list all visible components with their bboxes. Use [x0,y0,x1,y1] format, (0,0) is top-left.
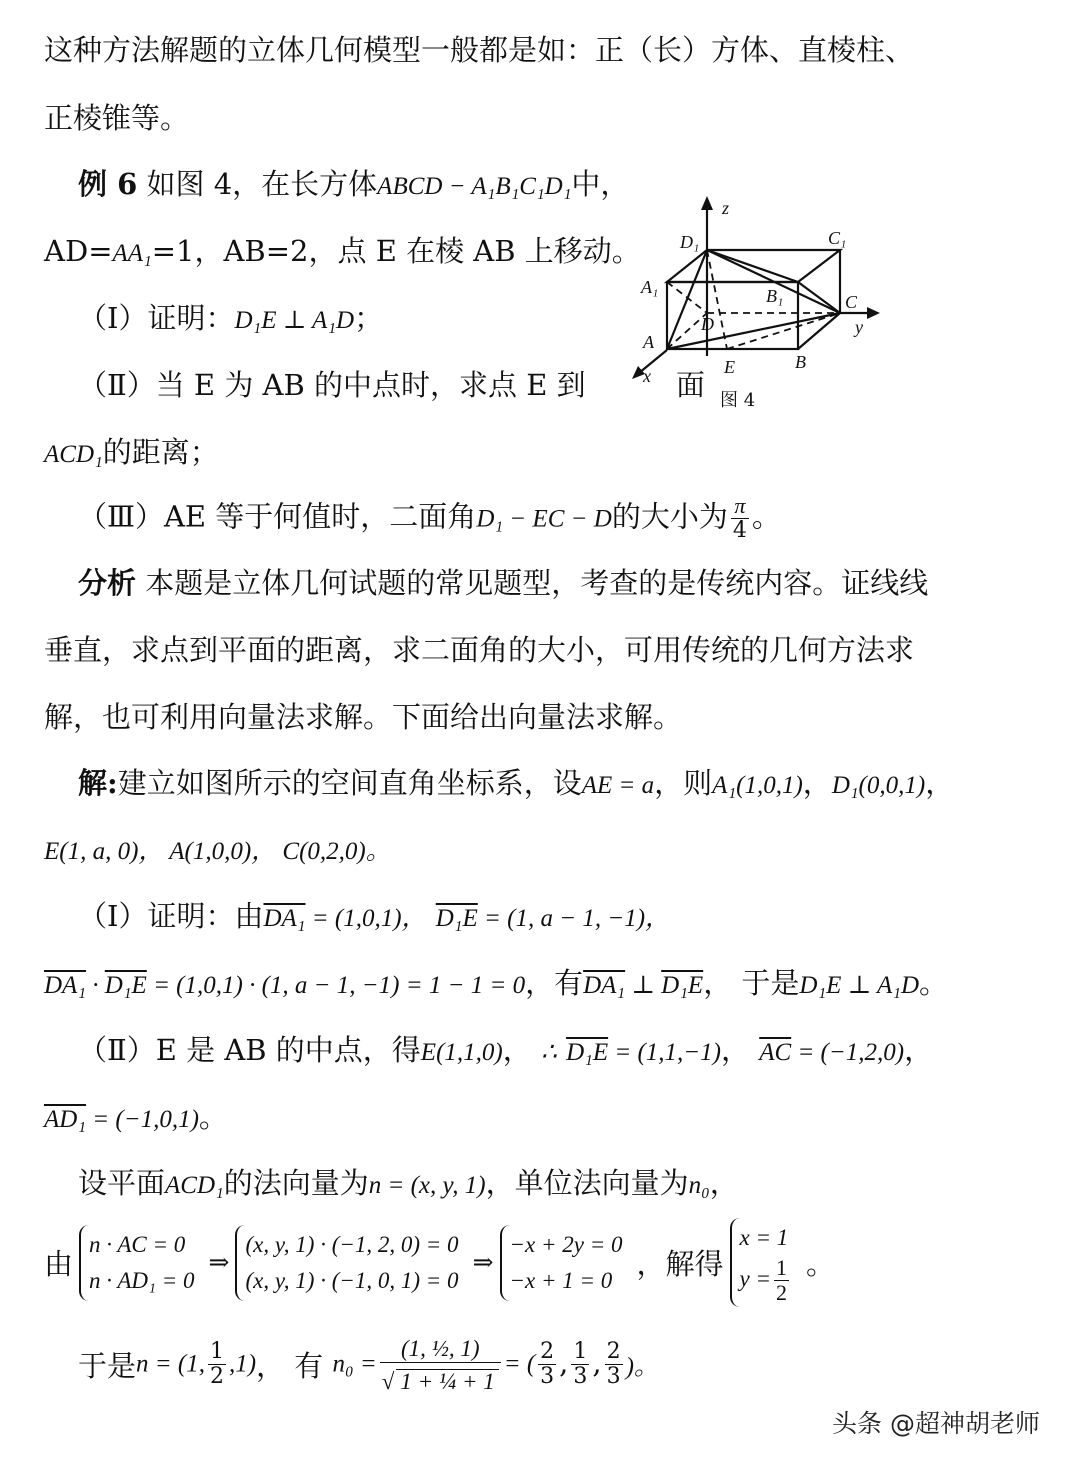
question-2 [78,365,706,405]
fraction-numerator: 2 [540,1339,555,1364]
text: ，有 [525,966,584,1000]
fraction-denominator: √ 1 + ¼ + 1 [380,1363,501,1394]
unit-normal-fraction [380,1335,501,1394]
fraction-denominator: 3 [573,1364,588,1389]
fraction [605,1340,623,1389]
math-expr: ABCD − A₁B₁C₁D₁ [377,173,572,200]
label-A1: A₁ [641,277,659,297]
implies-arrow: ⇒ [208,1249,230,1277]
fraction [538,1340,556,1389]
equation-system-1 [79,1225,203,1301]
edge-AC [667,313,840,349]
equation-system-2 [235,1225,466,1301]
eq-row: n · AC = 0 [89,1231,186,1257]
perp-operator: ⊥ [625,972,662,999]
math-expr: D₁E ⊥ A₁D [799,972,919,999]
solution-system [730,1218,800,1307]
solution-text: 建立如图所示的空间直角坐标系，设 [117,766,582,800]
analysis-label: 分析 [78,566,137,600]
analysis-line-3: 解，也可利用向量法求解。下面给出向量法求解。 [44,700,683,734]
vector-DA1: DA₁ [583,972,626,999]
math-expr: = (1,0,1) · (1, a − 1, −1) = 1 − 1 = 0 [146,972,526,999]
comma: ， [904,1033,934,1067]
vector-AD1: AD₁ [44,1106,87,1133]
proof-label: （Ⅱ）E 是 AB 的中点，得 [78,1033,421,1067]
vector-D1E: D₁E [661,972,704,999]
example-conditions [44,231,641,274]
implies-arrow: ⇒ [472,1249,494,1277]
eq-row: −x + 2y = 0 [509,1231,623,1257]
solution-label: 解: [78,766,118,800]
eq-row: (x, y, 1) · (−1, 2, 0) = 0 [245,1231,459,1257]
math-expr: = ( [503,1350,536,1378]
vector-D1E: D₁E [566,1039,609,1066]
label-D: D [701,314,714,334]
fraction-numerator: 1 [209,1339,224,1364]
math-expr: n₀ = [332,1350,377,1378]
label-z: z [722,198,730,218]
fraction-numerator: (1, ½, 1) [380,1335,501,1363]
fraction-numerator: 1 [573,1339,588,1364]
vector-DA1: DA₁ [44,972,87,999]
hidden-edge-D1E [707,250,727,349]
example-text: 如图 4，在长方体 [137,167,378,201]
math-expr: n = (x, y, 1) [368,1172,486,1199]
fraction [571,1340,589,1389]
math-expr: = (−1,2,0) [791,1039,905,1066]
math-expr: A₁(1,0,1) [712,772,803,799]
y-arrow-icon [867,307,880,319]
hidden-edge-A1D [667,282,707,313]
fraction-denominator: 2 [776,1280,787,1305]
dot-operator: · [86,972,105,999]
fraction-denominator: 3 [606,1364,621,1389]
text: ， 有 [256,1349,324,1383]
proof-label: （Ⅰ）证明：由 [78,899,264,933]
text: 。 [198,1100,228,1134]
text: ，单位法向量为 [485,1166,689,1200]
text: 设平面 [78,1166,166,1200]
math-expr: n = (1, [136,1350,205,1378]
fraction [774,1256,789,1305]
fraction-numerator: 1 [776,1255,787,1280]
comma: ， [502,1033,532,1067]
question-2-cont [44,432,219,475]
math-expr: D₁(0,0,1) [831,772,926,799]
solution-text: ，则 [654,766,713,800]
math-expr: ACD₁ [165,1172,224,1199]
proof-2-line-2 [44,1097,228,1140]
analysis-text: 本题是立体几何试题的常见题型，考查的是传统内容。证线线 [136,566,929,600]
math-expr: = (1, a − 1, −1)， [477,905,671,932]
q3-end: 的大小为 [611,499,728,534]
fraction-denominator: 3 [540,1364,555,1389]
label-A: A [643,332,654,352]
sqrt-radicand: 1 + ¼ + 1 [396,1369,498,1393]
figure-caption: 图 4 [720,390,756,411]
math-expr: ACD₁ [44,441,103,468]
q2b-text: 的距离； [102,435,219,469]
eq-row: x = 1 [739,1225,789,1250]
proof-3-line [78,1163,739,1206]
q1-end: ； [354,301,384,335]
vector-DA1: DA₁ [263,905,306,932]
cuboid-figure [625,188,885,413]
comma: ， [802,766,832,800]
text: ， 于是 [703,966,800,1000]
example-heading [78,164,629,207]
text: 的法向量为 [223,1166,369,1200]
eq-row [740,1256,792,1305]
label-x: x [643,366,651,386]
q1-label: （Ⅰ）证明： [78,301,235,335]
fraction-numerator: 2 [606,1339,621,1364]
vector-D1E: D₁E [435,905,478,932]
label-E: E [724,357,735,377]
equation-system-line [44,1218,835,1307]
math-expr: = (−1,0,1) [86,1106,199,1133]
edge-D1B1 [707,250,798,282]
eq-row: (x, y, 1) · (−1, 0, 1) = 0 [245,1267,459,1293]
math-expr: AE = a [581,772,655,799]
label-D1: D₁ [680,232,700,252]
fraction [208,1340,226,1389]
math-expr: AA₁ [112,240,152,267]
vector-D1E: D₁E [104,972,147,999]
eq-lhs: y = [739,1265,771,1291]
comma: ， [925,766,955,800]
math-expr: )。 [625,1353,659,1381]
eq-row: n · AD₁ = 0 [89,1267,195,1293]
comma: ， [721,1033,751,1067]
proof-1-line-2 [44,963,948,1006]
math-expr: n₀ [688,1172,710,1199]
edge-B1C [798,282,840,313]
therefore-symbol: ∴ [540,1039,557,1066]
question-3 [78,494,781,543]
label-y: y [855,317,863,337]
label-B: B [795,352,806,372]
math-expr: D₁ − EC − D [476,505,612,533]
text: 由 [44,1247,74,1281]
q2-face: 面 [676,368,706,402]
math-expr: ,1) [228,1350,257,1378]
fraction-denominator: 2 [209,1364,224,1389]
watermark: 头条 @超神胡老师 [832,1409,1040,1438]
q3-text: （Ⅲ）AE 等于何值时，二面角 [78,499,477,534]
text: ， [709,1166,739,1200]
analysis-line-1 [78,563,928,603]
text: 。 [806,1247,836,1281]
fraction-numerator: π [731,494,749,519]
math-expr: = (1,0,1)， [305,905,427,932]
eq-row: −x + 1 = 0 [509,1267,613,1293]
q2-text: （Ⅱ）当 E 为 AB 的中点时，求点 E 到 [78,368,586,402]
proof-1-line-1 [78,896,670,939]
vector-AC: $\overline{AC}$ [759,1039,792,1066]
q3-dot: 。 [751,499,781,534]
cond-text-b: =1，AB=2，点 E 在棱 AB 上移动。 [151,234,641,268]
label-B1: B₁ [766,286,784,306]
label-C: C [845,292,858,312]
math-expr: E(1,1,0) [420,1039,503,1066]
solution-line-2: E(1, a, 0)， A(1,0,0)， C(0,2,0)。 [44,838,391,865]
z-arrow-icon [701,196,713,210]
equation-system-3 [500,1225,631,1301]
text: ，解得 [636,1247,724,1281]
example-label: 例 6 [78,167,138,201]
text: 。 [919,966,949,1000]
text: 于是 [78,1349,137,1383]
label-C1: C₁ [828,228,847,248]
proof-2-line-1 [78,1030,933,1073]
text-line-2: 正棱锥等。 [44,101,190,135]
hidden-edge-EC [727,313,840,349]
fraction-pi-4 [731,494,749,543]
cond-text-a: AD= [44,234,113,268]
question-1 [78,298,383,341]
fraction-denominator: 4 [732,518,747,543]
unit-normal-line: 于是n = (1, $\frac{1}{2}$ ,1)， 有 n₀ = $\frac{\text{(1, ½, 1)}}{\text{√ 1 + ¼ + 1}}$ = ( $\frac{2}{3}$ , $\frac{1}{3}$ , $\frac{2}{3}$ )。 [78,1336,659,1394]
math-expr: D₁E ⊥ A₁D [234,307,355,334]
solution-line-1 [78,763,954,806]
example-end: 中， [571,167,630,201]
math-expr: = (1,1,−1) [608,1039,721,1066]
text-line-1: 这种方法解题的立体几何模型一般都是如：正（长）方体、直棱柱、 [44,33,915,67]
analysis-line-2: 垂直，求点到平面的距离，求二面角的大小，可用传统的几何方法求 [44,633,915,667]
